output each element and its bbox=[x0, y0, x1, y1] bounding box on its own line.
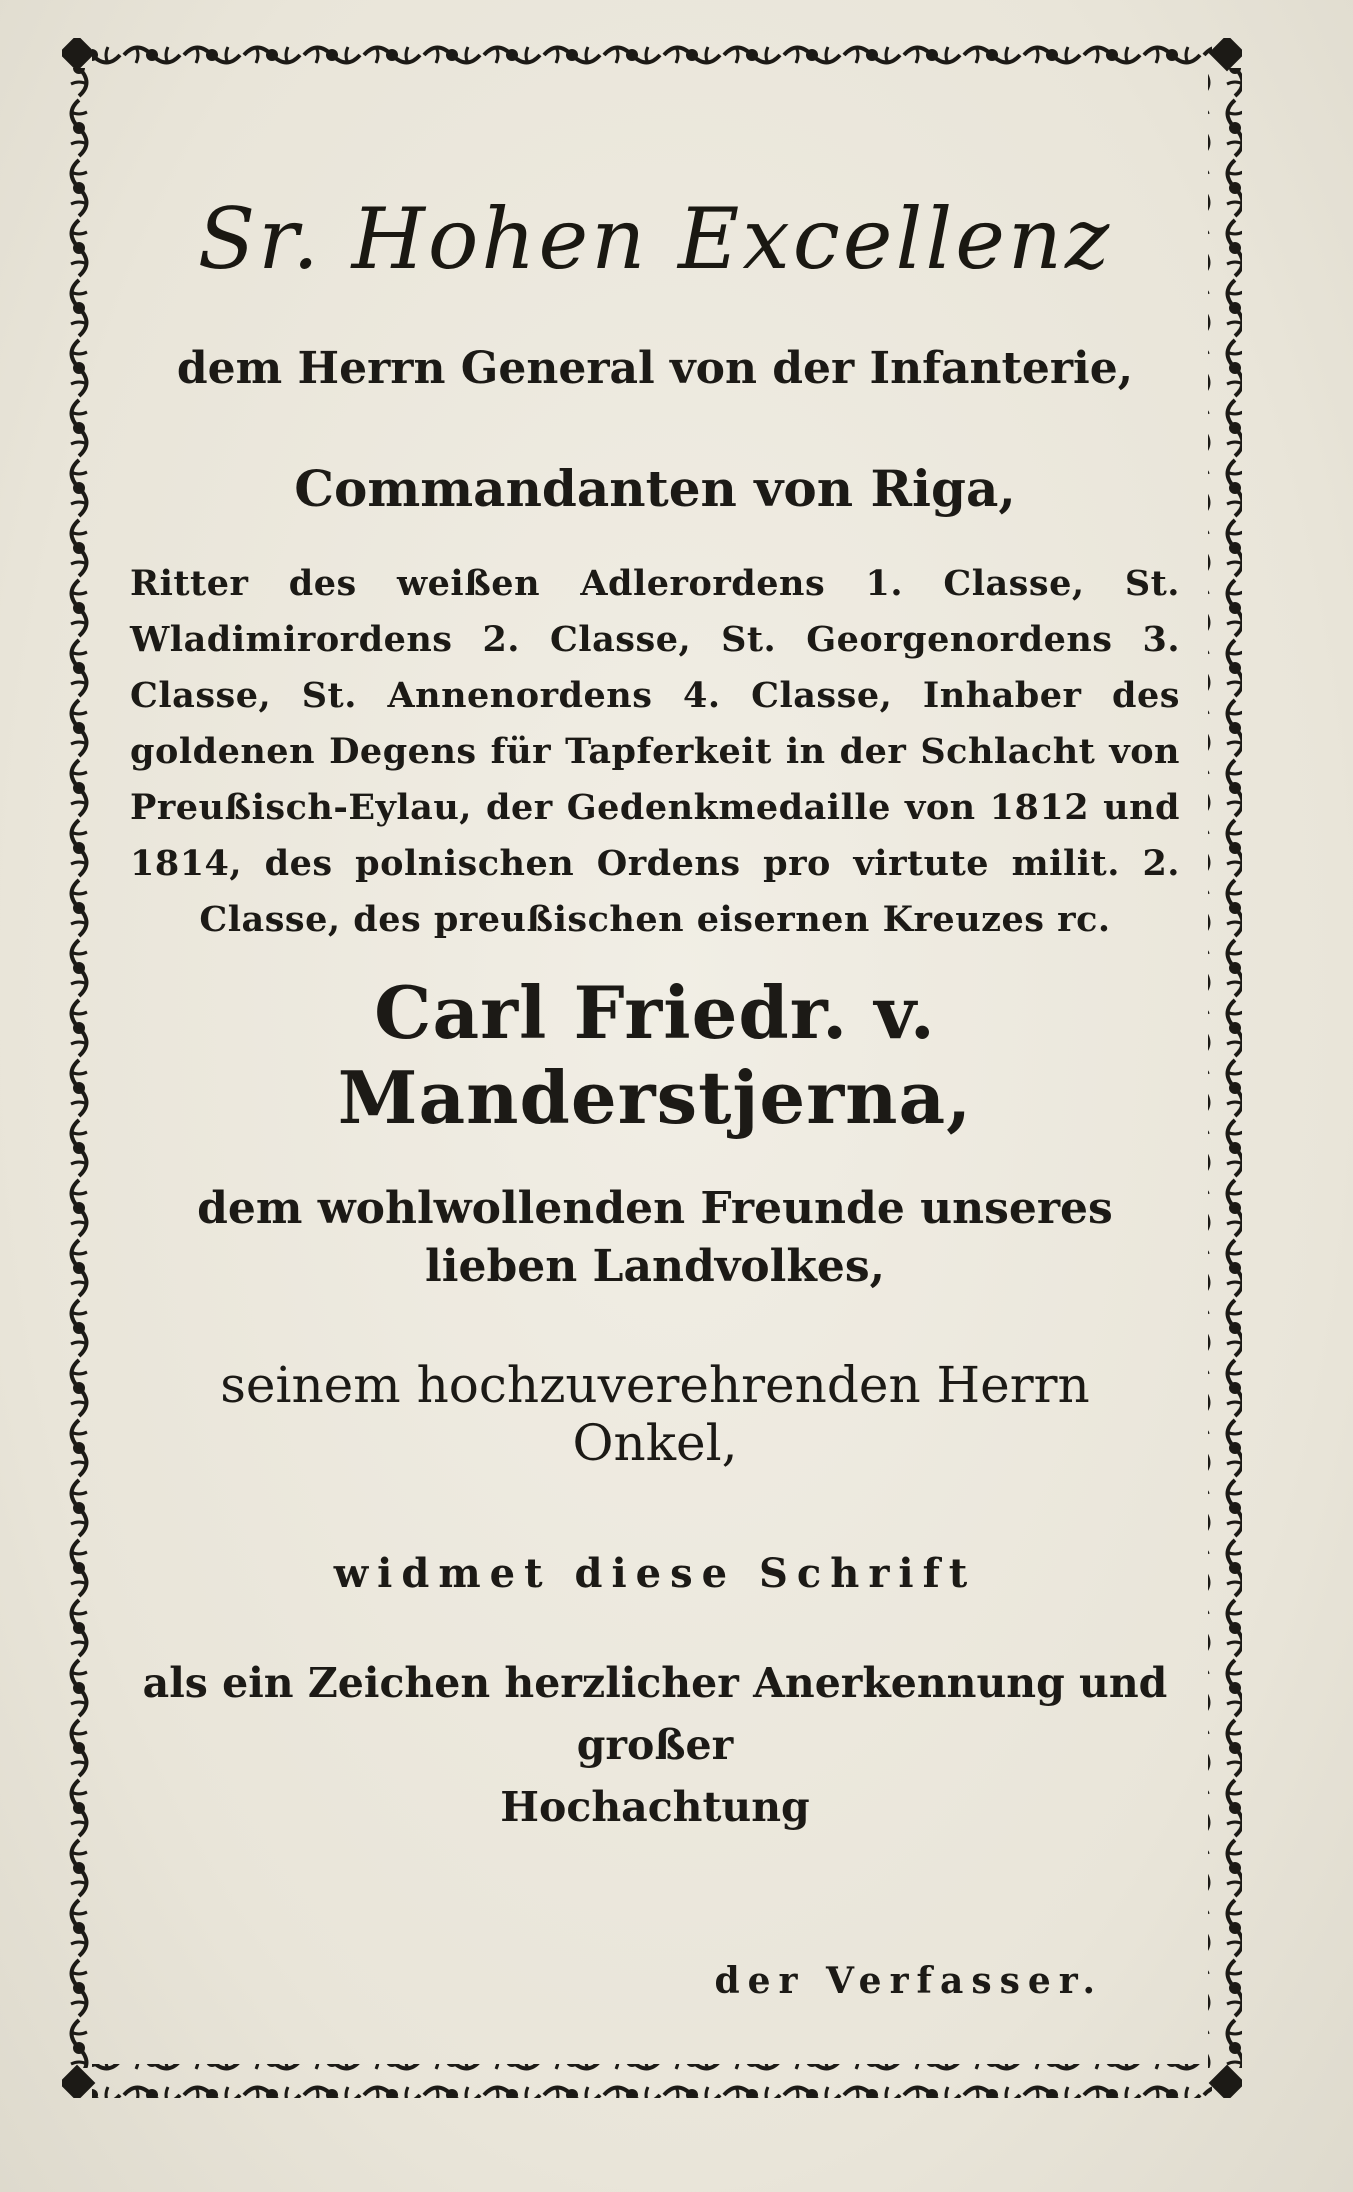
orders-paragraph: Ritter des weißen Adlerordens 1. Classe, St. Wladimirordens 2. Classe, St. Georgenordens 3. Classe, St. Annenordens 4. Classe, Inhaber des goldenen Degens für Tapferkeit in der Schlacht von Preußisch-Eylau, der Gedenkmedaille von 1812 und 1814, des polnischen Ordens pro virtute milit. 2. Classe, des preußischen eisernen Kreuzes rc. bbox=[130, 563, 1180, 940]
general-line: dem Herrn General von der Infanterie, bbox=[176, 343, 1134, 394]
friend-line-1: dem wohlwollenden Freunde unseres bbox=[197, 1183, 1113, 1234]
friend-lines bbox=[130, 1180, 1180, 1296]
dedication-text bbox=[130, 190, 1180, 1838]
zeichen-lines bbox=[130, 1652, 1180, 1838]
dedicatee-name: Carl Friedr. v. Manderstjerna, bbox=[337, 970, 973, 1140]
zeichen-line-2: Hochachtung bbox=[500, 1783, 810, 1831]
friend-line-2: lieben Landvolkes, bbox=[425, 1241, 885, 1292]
signature: der Verfasser. bbox=[714, 1960, 1103, 2002]
commander-line: Commandanten von Riga, bbox=[294, 459, 1016, 518]
onkel-line: seinem hochzuverehrenden Herrn Onkel, bbox=[220, 1356, 1090, 1472]
dedication-title: Sr. Hohen Excellenz bbox=[197, 190, 1113, 288]
zeichen-line-1: als ein Zeichen herzlicher Anerkennung und großer bbox=[142, 1659, 1168, 1769]
widmet-line: widmet diese Schrift bbox=[333, 1550, 977, 1597]
